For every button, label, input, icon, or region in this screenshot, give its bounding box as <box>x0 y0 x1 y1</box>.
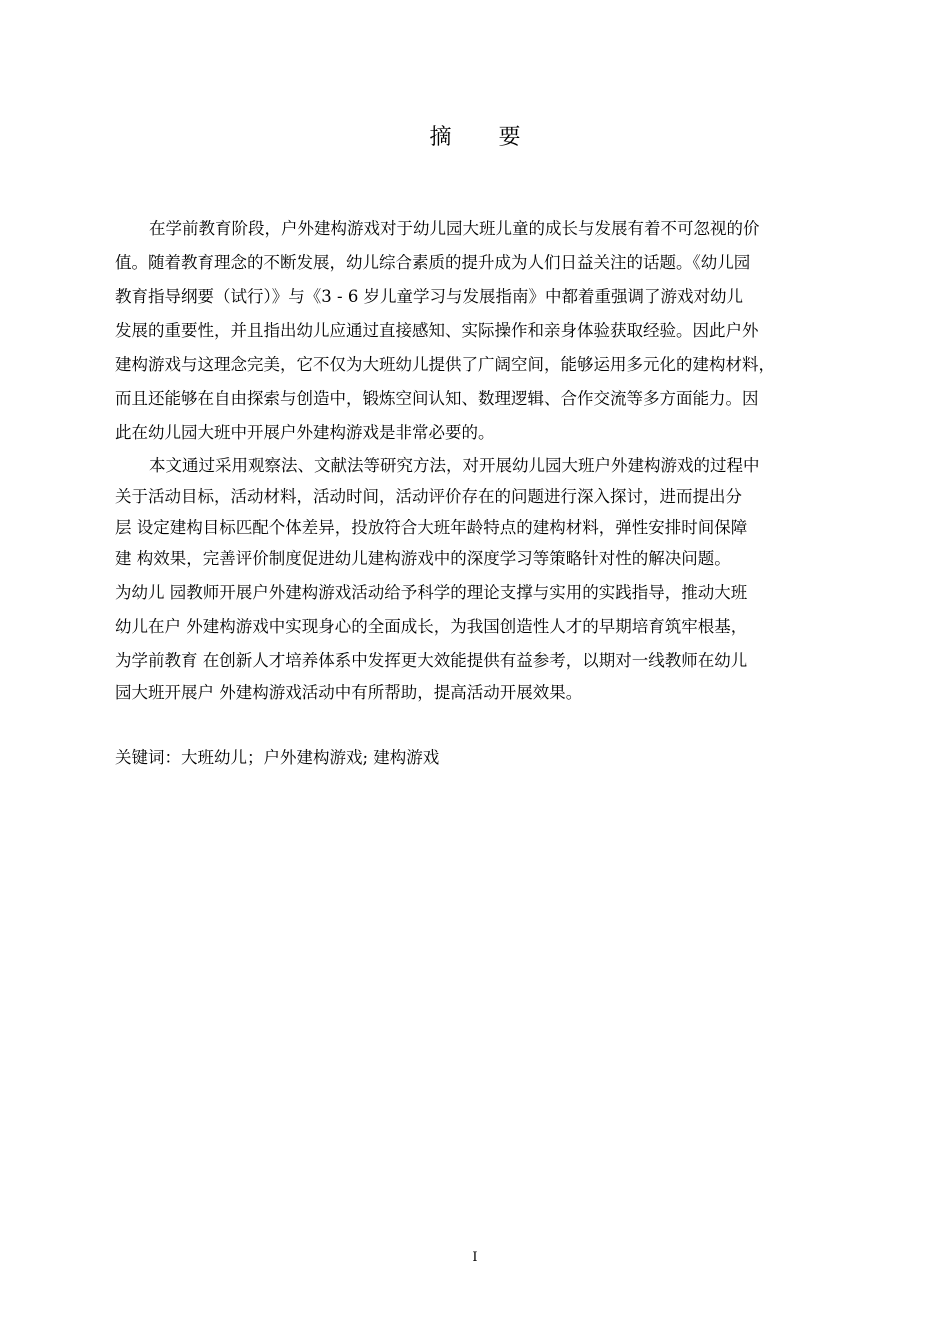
keywords-text: 大班幼儿；户外建构游戏; 建构游戏 <box>181 748 440 767</box>
abstract-p2-line-4: 建 构效果，完善评价制度促进幼儿建构游戏中的深度学习等策略针对性的解决问题。 <box>115 549 731 568</box>
abstract-p2-line-3: 层 设定建构目标匹配个体差异，投放符合大班年龄特点的建构材料，弹性安排时间保障 <box>115 518 748 537</box>
abstract-p1-line-1: 在学前教育阶段，户外建构游戏对于幼儿园大班儿童的成长与发展有着不可忽视的价 <box>149 219 760 238</box>
abstract-p2-line-6: 幼儿在户 外建构游戏中实现身心的全面成长，为我国创造性人才的早期培育筑牢根基， <box>115 617 748 636</box>
abstract-p1-line-5: 建构游戏与这理念完美，它不仅为大班幼儿提供了广阔空间，能够运用多元化的建构材料， <box>115 355 775 374</box>
keywords-label: 关键词： <box>115 748 181 767</box>
page-number: I <box>472 1250 478 1265</box>
abstract-p1-line-7: 此在幼儿园大班中开展户外建构游戏是非常必要的。 <box>115 423 495 442</box>
abstract-p1-line-2: 值。随着教育理念的不断发展，幼儿综合素质的提升成为人们日益关注的话题。《幼儿园 <box>115 253 751 272</box>
abstract-p2-line-5: 为幼儿 园教师开展户外建构游戏活动给予科学的理论支撑与实用的实践指导，推动大班 <box>115 583 748 602</box>
abstract-p2-line-2: 关于活动目标，活动材料，活动时间，活动评价存在的问题进行深入探讨，进而提出分 <box>115 487 742 506</box>
abstract-p1-line-6: 而且还能够在自由探索与创造中，锻炼空间认知、数理逻辑、合作交流等多方面能力。因 <box>115 389 759 408</box>
abstract-p1-line-4: 发展的重要性，并且指出幼儿应通过直接感知、实际操作和亲身体验获取经验。因此户外 <box>115 321 759 340</box>
abstract-p1-line-3: 教育指导纲要（试行）》与《3 - 6 岁儿童学习与发展指南》中都着重强调了游戏对幼儿 <box>115 287 744 306</box>
abstract-p2-line-8: 园大班开展户 外建构游戏活动中有所帮助，提高活动开展效果。 <box>115 683 583 702</box>
abstract-p2-line-1: 本文通过采用观察法、文献法等研究方法，对开展幼儿园大班户外建构游戏的过程中 <box>149 456 760 475</box>
page-title: 摘 要 <box>429 125 541 150</box>
abstract-p2-line-7: 为学前教育 在创新人才培养体系中发挥更大效能提供有益参考，以期对一线教师在幼儿 <box>115 651 748 670</box>
keywords <box>115 748 439 768</box>
